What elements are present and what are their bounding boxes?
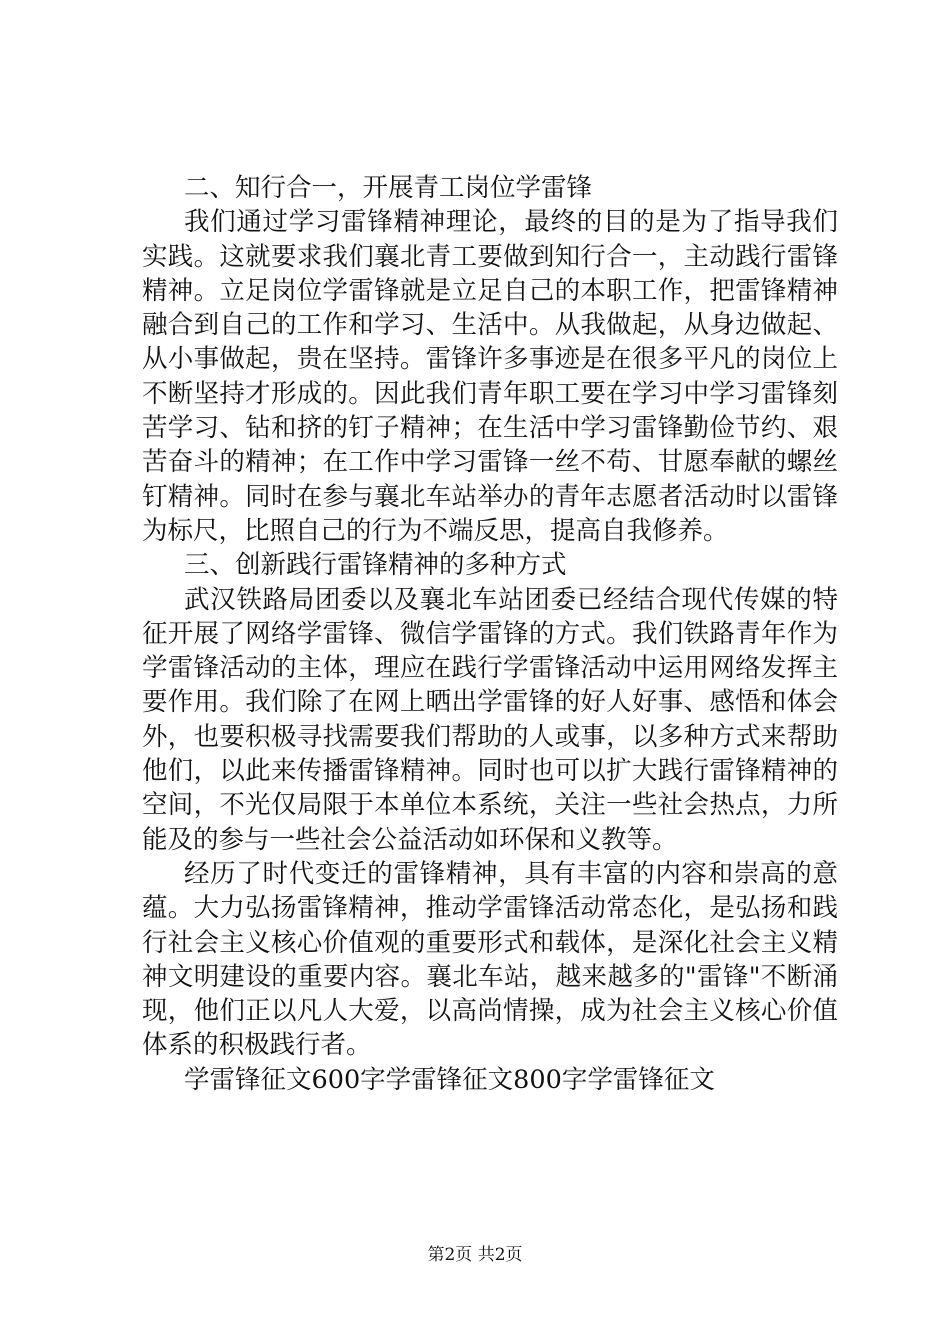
section-3-paragraph: 武汉铁路局团委以及襄北车站团委已经结合现代传媒的特征开展了网络学雷锋、微信学雷锋的方式。我们铁路青年作为学雷锋活动的主体，理应在践行学雷锋活动中运用网络发挥主要作用。我们除了在网上晒出学雷锋的好人好事、感悟和体会外，也要积极寻找需要我们帮助的人或事，以多种方式来帮助他们，以此来传播雷锋精神。同时也可以扩大践行雷锋精神的空间，不光仅局限于本单位本系统，关注一些社会热点，力所能及的参与一些社会公益活动如环保和义教等。 [142,584,838,855]
section-2-heading: 二、知行合一，开展青工岗位学雷锋 [184,173,593,203]
document-body [142,171,838,1097]
section-2-paragraph: 我们通过学习雷锋精神理论，最终的目的是为了指导我们实践。这就要求我们襄北青工要做到知行合一，主动践行雷锋精神。立足岗位学雷锋就是立足自己的本职工作，把雷锋精神融合到自己的工作和学习、生活中。从我做起，从身边做起、从小事做起，贵在坚持。雷锋许多事迹是在很多平凡的岗位上不断坚持才形成的。因此我们青年职工要在学习中学习雷锋刻苦学习、钻和挤的钉子精神；在生活中学习雷锋勤俭节约、艰苦奋斗的精神；在工作中学习雷锋一丝不苟、甘愿奉献的螺丝钉精神。同时在参与襄北车站举办的青年志愿者活动时以雷锋为标尺，比照自己的行为不端反思，提高自我修养。 [142,207,838,546]
conclusion-paragraph: 经历了时代变迁的雷锋精神，具有丰富的内容和崇高的意蕴。大力弘扬雷锋精神，推动学雷锋活动常态化，是弘扬和践行社会主义核心价值观的重要形式和载体，是深化社会主义精神文明建设的重要内容。襄北车站，越来越多的"雷锋"不断涌现，他们正以凡人大爱，以高尚情操，成为社会主义核心价值体系的积极践行者。 [142,858,838,1061]
section-3-heading: 三、创新践行雷锋精神的多种方式 [184,550,567,581]
tags-line: 学雷锋征文600字学雷锋征文800字学雷锋征文 [184,1064,715,1095]
page-number-footer: 第2页 共2页 [427,1245,523,1265]
